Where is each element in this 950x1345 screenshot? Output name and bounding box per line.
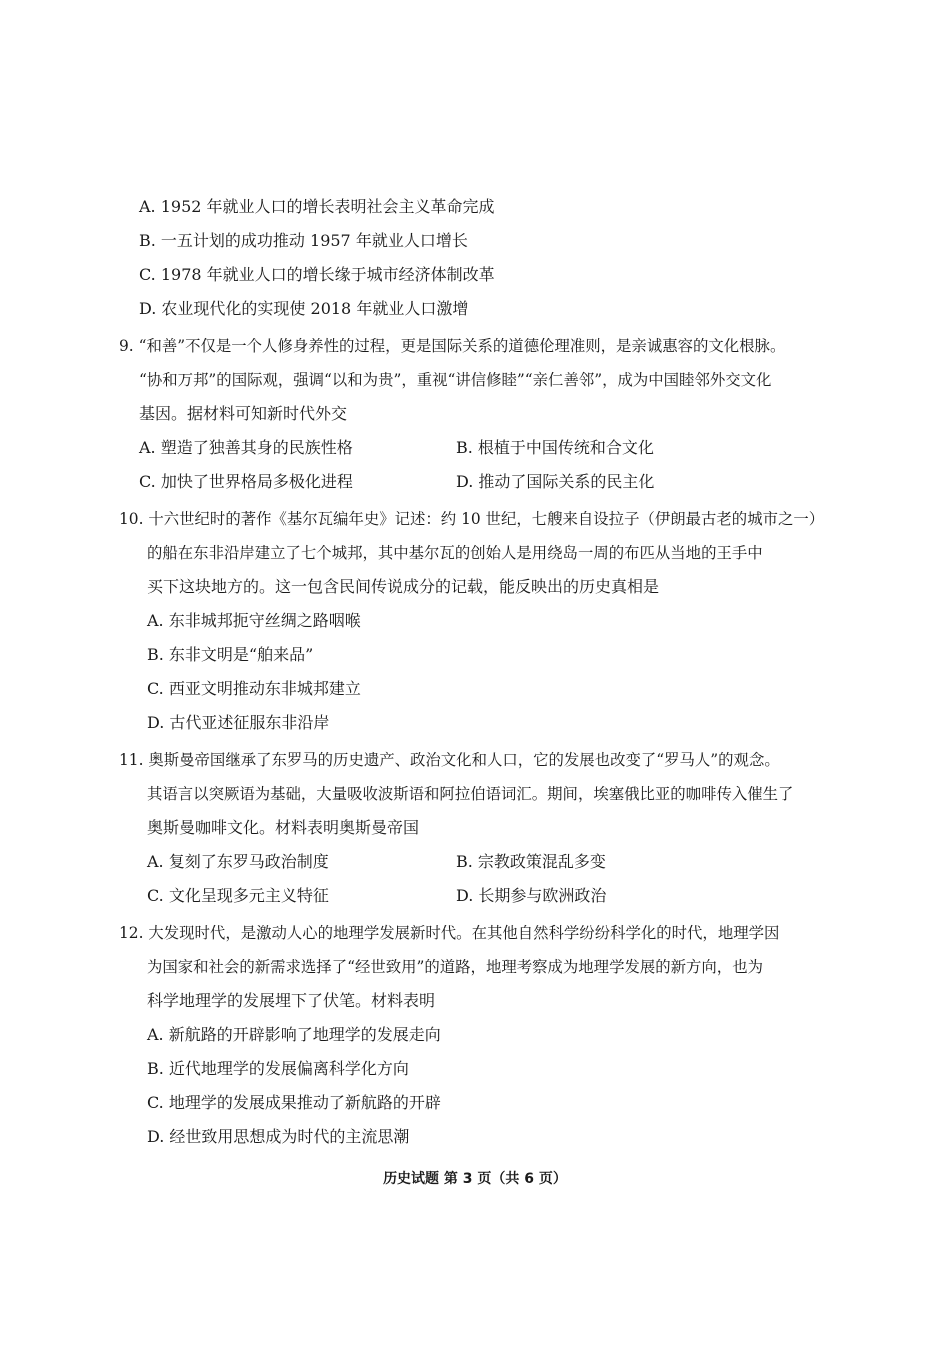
- q11-stem-line-3: 奥斯曼咖啡文化。材料表明奥斯曼帝国: [147, 818, 420, 837]
- q12-option-d: D. 经世致用思想成为时代的主流思潮: [147, 1127, 410, 1146]
- q12-option-a: A. 新航路的开辟影响了地理学的发展走向: [147, 1025, 441, 1044]
- q12-stem-line-2: 为国家和社会的新需求选择了“经世致用”的道路，地理考察成为地理学发展的新方向，也为: [147, 958, 763, 976]
- q12-stem-line-1: 12. 大发现时代，是激动人心的地理学发展新时代。在其他自然科学纷纷科学化的时代，地理学因: [119, 924, 780, 942]
- q9-stem-line-3: 基因。据材料可知新时代外交: [139, 404, 348, 423]
- q11-stem-line-2: 其语言以突厥语为基础，大量吸收波斯语和阿拉伯语词汇。期间，埃塞俄比亚的咖啡传入催生了: [147, 785, 794, 803]
- q8-option-d: D. 农业现代化的实现使 2018 年就业人口激增: [139, 299, 469, 318]
- q9-option-c: C. 加快了世界格局多极化进程: [139, 472, 353, 491]
- q8-option-a: A. 1952 年就业人口的增长表明社会主义革命完成: [139, 197, 495, 216]
- q10-option-d: D. 古代亚述征服东非沿岸: [147, 713, 330, 732]
- q12-option-b: B. 近代地理学的发展偏离科学化方向: [147, 1059, 409, 1078]
- q11-stem-line-1: 11. 奥斯曼帝国继承了东罗马的历史遗产、政治文化和人口，它的发展也改变了“罗马人”的观念。: [119, 751, 780, 769]
- q10-option-b: B. 东非文明是“舶来品”: [147, 645, 314, 664]
- q10-stem-line-1: 10. 十六世纪时的著作《基尔瓦编年史》记述：约 10 世纪，七艘来自设拉子（伊朗最古老的城市之一）: [119, 510, 825, 528]
- q10-stem-line-3: 买下这块地方的。这一包含民间传说成分的记载，能反映出的历史真相是: [147, 577, 660, 596]
- q10-option-a: A. 东非城邦扼守丝绸之路咽喉: [147, 611, 361, 630]
- q12-stem-line-3: 科学地理学的发展埋下了伏笔。材料表明: [147, 991, 436, 1010]
- q9-stem-line-1: 9. “和善”不仅是一个人修身养性的过程，更是国际关系的道德伦理准则，是亲诚惠容的文化根脉。: [119, 337, 786, 355]
- q8-option-c: C. 1978 年就业人口的增长缘于城市经济体制改革: [139, 265, 495, 284]
- q9-stem-line-2: “协和万邦”的国际观，强调“以和为贵”，重视“讲信修睦”“亲仁善邻”，成为中国睦邻外交文化: [139, 371, 772, 389]
- q9-option-a: A. 塑造了独善其身的民族性格: [139, 438, 353, 457]
- q11-option-a: A. 复刻了东罗马政治制度: [147, 852, 329, 871]
- page-footer: 历史试题 第 3 页（共 6 页）: [383, 1171, 567, 1187]
- q11-option-c: C. 文化呈现多元主义特征: [147, 886, 329, 905]
- q11-option-b: B. 宗教政策混乱多变: [456, 852, 606, 871]
- q9-option-b: B. 根植于中国传统和合文化: [456, 438, 654, 457]
- q12-option-c: C. 地理学的发展成果推动了新航路的开辟: [147, 1093, 441, 1112]
- q10-stem-line-2: 的船在东非沿岸建立了七个城邦，其中基尔瓦的创始人是用绕岛一周的布匹从当地的王手中: [147, 544, 763, 562]
- q11-option-d: D. 长期参与欧洲政治: [456, 886, 607, 905]
- q8-option-b: B. 一五计划的成功推动 1957 年就业人口增长: [139, 231, 468, 250]
- q9-option-d: D. 推动了国际关系的民主化: [456, 472, 655, 491]
- q10-option-c: C. 西亚文明推动东非城邦建立: [147, 679, 361, 698]
